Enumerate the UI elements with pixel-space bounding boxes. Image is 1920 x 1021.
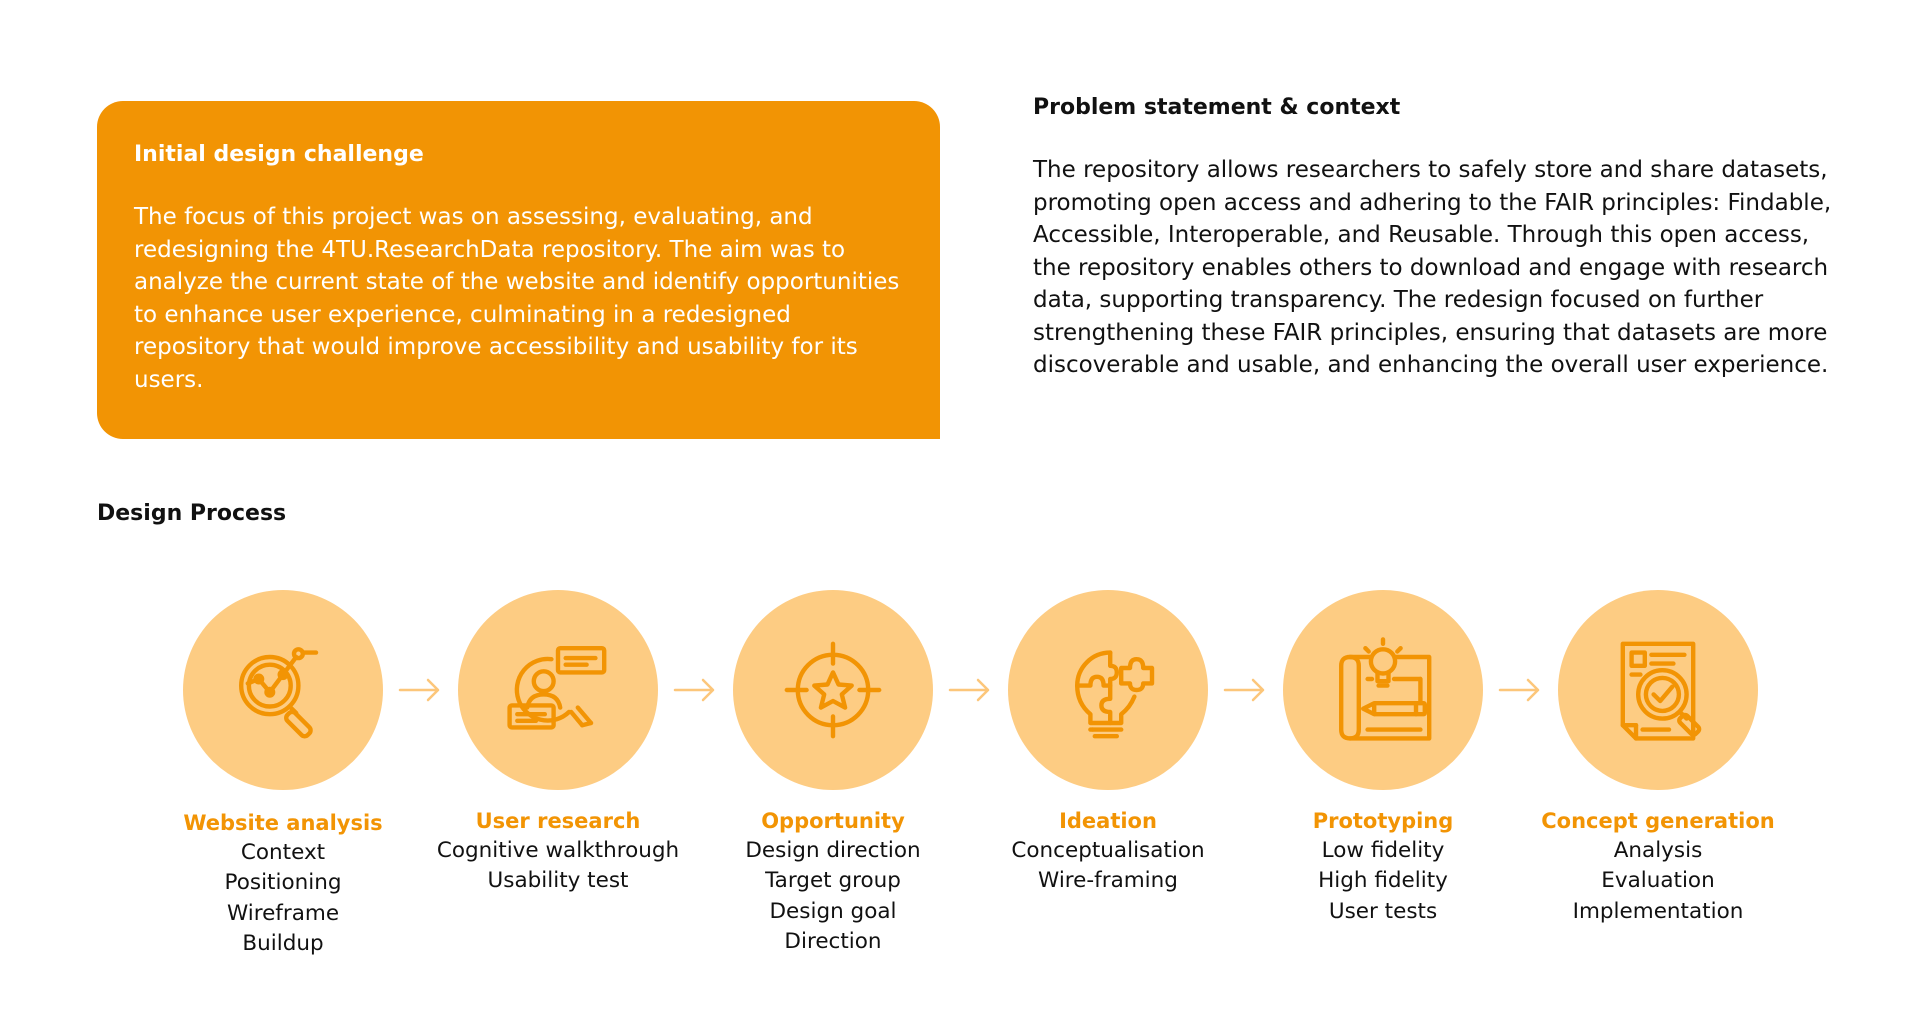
step-item: High fidelity: [1318, 868, 1448, 894]
step-item: Positioning: [224, 870, 342, 896]
blueprint-pencil-icon: [1328, 635, 1438, 745]
document-check-icon: [1603, 635, 1713, 745]
problem-statement-section: [1033, 92, 1833, 382]
step-prototyping: [1248, 806, 1518, 927]
step-website-analysis: [148, 808, 418, 959]
step-item: Wireframe: [226, 900, 340, 926]
step-user-research: [423, 806, 693, 897]
step-item: Design direction: [745, 838, 921, 863]
step-item: Wire-framing: [1038, 868, 1178, 894]
step-concept-generation: [1523, 806, 1793, 927]
step-title: Ideation: [1059, 809, 1157, 833]
step-title: Prototyping: [1312, 809, 1454, 833]
step-ideation: [973, 806, 1243, 897]
step-item: Direction: [784, 928, 882, 954]
puzzle-bulb-icon: [1053, 635, 1163, 745]
step-item: Cognitive walkthrough: [436, 838, 680, 863]
step-item: Implementation: [1572, 898, 1744, 924]
step-title: User research: [475, 809, 641, 833]
step-item: Design goal: [769, 898, 897, 924]
step-item: User tests: [1328, 898, 1438, 924]
step-circle-ideation: [1008, 590, 1208, 790]
step-circle-prototyping: [1283, 590, 1483, 790]
step-item: Buildup: [242, 930, 324, 956]
step-circle-user-research: [458, 590, 658, 790]
initial-design-challenge-card: [97, 101, 940, 439]
step-opportunity: [698, 806, 968, 957]
step-item: Evaluation: [1601, 868, 1715, 894]
step-circle-opportunity: [733, 590, 933, 790]
challenge-body: The focus of this project was on assessing, evaluating, and redesigning the 4TU.ResearchData repository. The aim was to analyze the current state of the website and identify opportunities to enhance user experience, culminating in a redesigned repository that would improve accessibility and usability for its users.: [134, 204, 900, 393]
step-title: Opportunity: [761, 809, 905, 833]
step-item: Context: [240, 840, 326, 865]
step-title: Concept generation: [1541, 809, 1775, 833]
arrow-right-icon: [948, 675, 992, 705]
step-circle-concept-generation: [1558, 590, 1758, 790]
problem-body: The repository allows researchers to safely store and share datasets, promoting open access and adhering to the FAIR principles: Findable, Accessible, Interoperable, and Reusable. Through this open access, the repository enables others to download and engage with research data, supporting transparency. The redesign focused on further strengthening these FAIR principles, ensuring that datasets are more discoverable and usable, and enhancing the overall user experience.: [1033, 157, 1832, 378]
step-item: Analysis: [1613, 838, 1703, 863]
design-process-title: Design Process: [97, 501, 287, 526]
step-item: Target group: [765, 868, 901, 894]
problem-title: Problem statement & context: [1033, 95, 1401, 120]
arrow-right-icon: [398, 675, 442, 705]
step-item: Low fidelity: [1321, 838, 1445, 863]
arrow-right-icon: [673, 675, 717, 705]
target-star-icon: [778, 635, 888, 745]
step-title: Website analysis: [183, 811, 383, 835]
step-item: Usability test: [487, 868, 629, 894]
user-search-icon: [503, 635, 613, 745]
step-circle-website-analysis: [183, 590, 383, 790]
magnifier-chart-icon: [228, 635, 338, 745]
step-item: Conceptualisation: [1011, 838, 1205, 863]
challenge-title: Initial design challenge: [134, 142, 424, 167]
arrow-right-icon: [1498, 675, 1542, 705]
arrow-right-icon: [1223, 675, 1267, 705]
